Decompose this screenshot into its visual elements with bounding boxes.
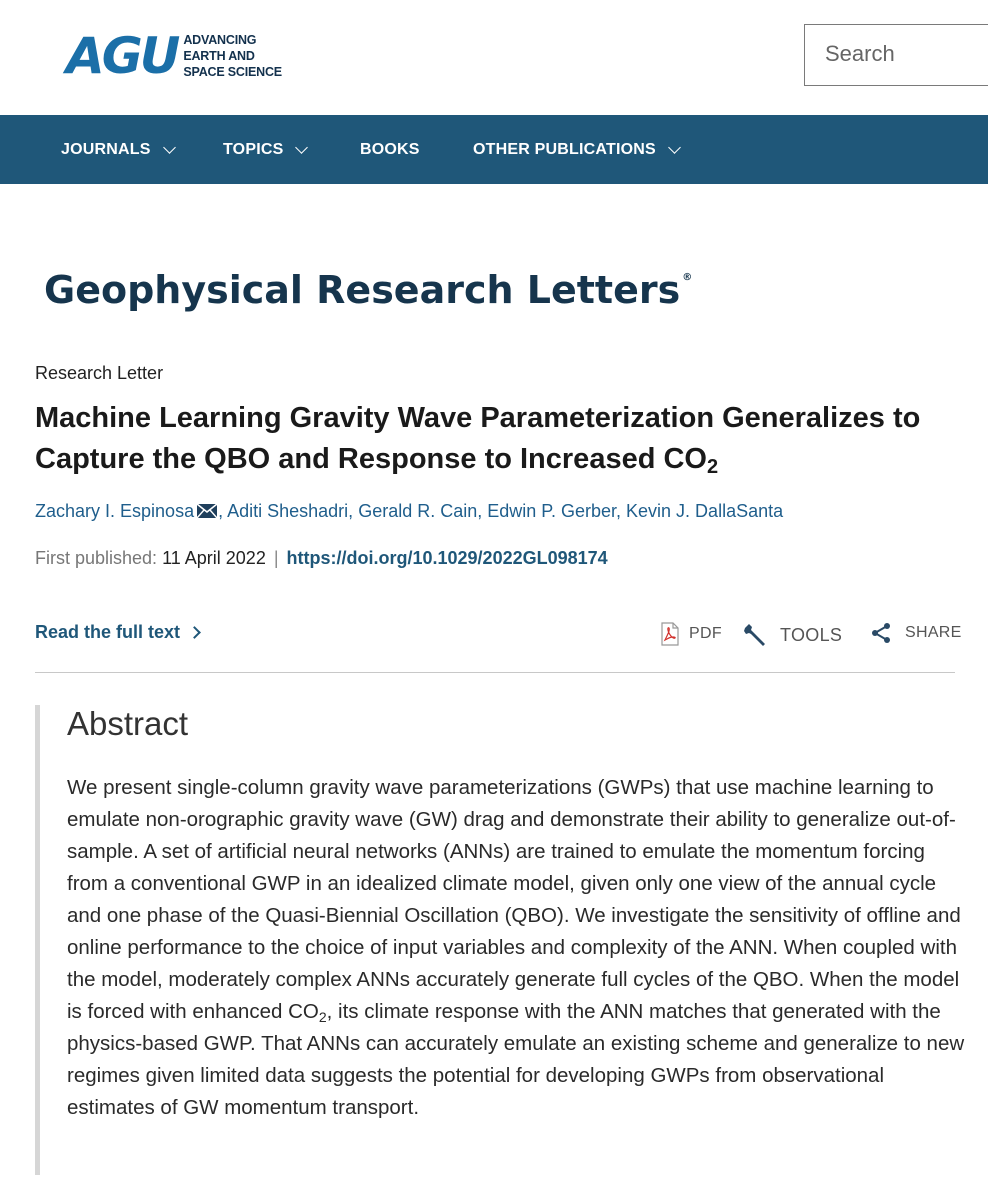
journal-title[interactable] (44, 268, 692, 312)
logo-tagline-line-2: EARTH AND (183, 49, 255, 63)
agu-logo[interactable] (66, 27, 282, 85)
abstract-subscript: 2 (318, 1009, 327, 1025)
main-nav (0, 115, 988, 184)
nav-item-topics[interactable] (223, 115, 306, 184)
nav-item-books[interactable] (360, 115, 420, 184)
author-link[interactable]: Zachary I. Espinosa (35, 501, 195, 521)
author-list: Zachary I. Espinosa , Aditi Sheshadri, Gerald R. Cain, Edwin P. Gerber, Kevin J. DallaSanta (35, 501, 784, 521)
author-link[interactable]: Aditi Sheshadri (227, 501, 349, 521)
chevron-down-icon (163, 141, 176, 154)
tools-button[interactable] (742, 622, 842, 648)
share-icon (870, 622, 892, 644)
wrench-icon (742, 622, 768, 648)
separator: | (273, 548, 279, 568)
search-input[interactable] (825, 41, 985, 67)
article-type: Research Letter (35, 363, 164, 383)
tools-label: TOOLS (780, 624, 843, 645)
nav-item-label: BOOKS (360, 140, 420, 158)
logo-tagline (183, 32, 282, 80)
nav-item-journals[interactable] (61, 115, 174, 184)
chevron-down-icon (668, 141, 681, 154)
site-header (0, 0, 988, 115)
share-label: SHARE (905, 624, 962, 641)
nav-item-label: JOURNALS (61, 140, 151, 158)
publication-info (35, 548, 608, 569)
pdf-label: PDF (689, 625, 722, 642)
logo-tagline-line-1: ADVANCING (183, 33, 257, 47)
abstract-section (35, 705, 970, 1175)
email-icon[interactable] (196, 503, 218, 519)
author-link[interactable]: Gerald R. Cain (358, 501, 478, 521)
logo-tagline-line-3: SPACE SCIENCE (183, 65, 282, 79)
journal-name: Geophysical Research Letters (44, 268, 681, 312)
logo-mark: AGU (66, 27, 178, 85)
abstract-text-part-1: We present single-column gravity wave parameterizations (GWPs) that use machine learning to emulate non-orographic gravity wave (GW) drag and demonstrate their ability to generalize out-of-sample. A set of artificial neural networks (ANNs) are trained to emulate the momentum forcing from a conventional GWP in an idealized climate model, given only one view of the annual cycle and one phase of the Quasi-Biennial Oscillation (QBO). We investigate the sensitivity of offline and online performance to the choice of input variables and complexity of the ANN. When coupled with the model, moderately complex ANNs accurately generate full cycles of the QBO. When the model is forced with enhanced CO (67, 776, 961, 1023)
read-full-text-label: Read the full text (35, 622, 181, 642)
article-title-subscript: 2 (706, 456, 719, 478)
nav-item-label: OTHER PUBLICATIONS (473, 140, 656, 158)
publication-date: 11 April 2022 (162, 548, 266, 568)
chevron-down-icon (296, 141, 309, 154)
pdf-button[interactable] (660, 622, 722, 646)
abstract-heading: Abstract (67, 705, 189, 742)
nav-item-label: TOPICS (223, 140, 284, 158)
doi-link[interactable]: https://doi.org/10.1029/2022GL098174 (286, 548, 608, 568)
abstract-text (67, 772, 967, 1124)
registered-mark: ® (682, 272, 693, 283)
abstract-text-part-2: , its climate response with the ANN matches that generated with the physics-based GWP. That ANNs can accurately emulate an existing scheme and generalize to new regimes given limited data suggests the potential for developing GWPs from observational estimates of GW momentum transport. (67, 1000, 965, 1119)
section-divider (35, 672, 955, 673)
chevron-right-icon (188, 626, 201, 639)
nav-item-other-publications[interactable] (473, 115, 679, 184)
author-link[interactable]: Edwin P. Gerber (487, 501, 617, 521)
first-published-label: First published: (35, 548, 158, 568)
author-link[interactable]: Kevin J. DallaSanta (626, 501, 784, 521)
search-box[interactable] (804, 24, 988, 86)
share-button[interactable] (870, 622, 962, 644)
pdf-icon (660, 622, 680, 646)
article-title (35, 398, 965, 480)
read-full-text-link[interactable] (35, 622, 199, 643)
article-title-text: Machine Learning Gravity Wave Parameterization Generalizes to Capture the QBO and Response to Increased CO (35, 402, 921, 475)
